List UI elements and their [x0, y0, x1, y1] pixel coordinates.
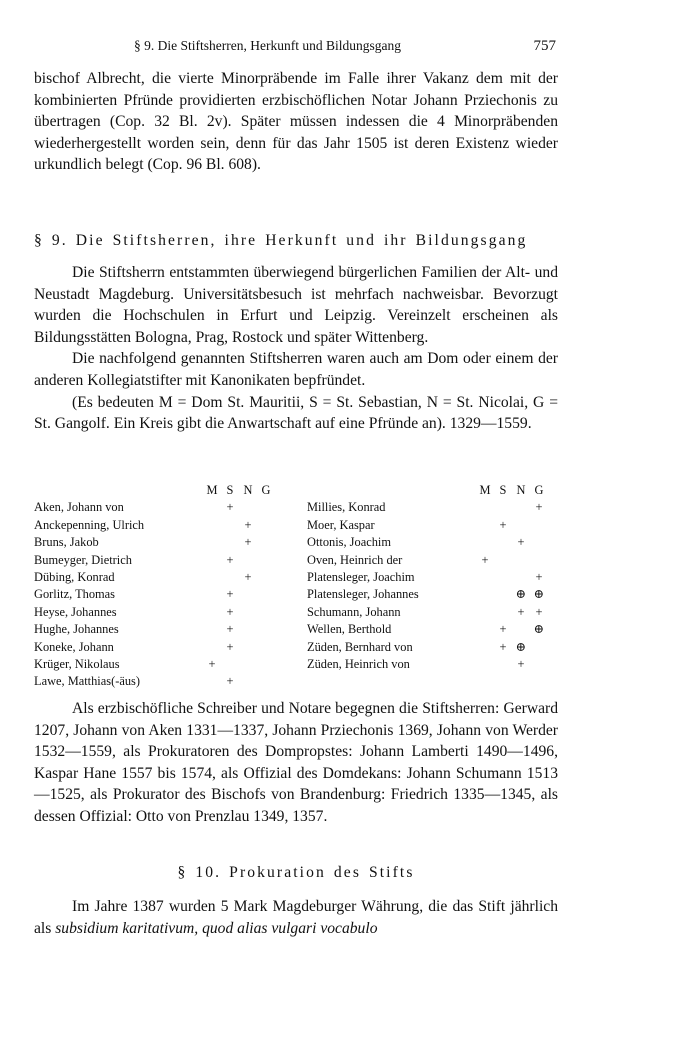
mark-s: + [226, 674, 234, 689]
section-9-heading: § 9. Die Stiftsherren, ihre Herkunft und ihr Bildungsgang [34, 232, 528, 249]
opening-paragraph-block [34, 68, 558, 176]
mark-s: + [226, 622, 234, 637]
canon-name: Koneke, Johann [34, 639, 114, 654]
paragraph-notaries: Als erzbischöfliche Schreiber und Notare begegnen die Stiftsherren: Gerward 1207, Johann von Aken 1331—1337, Johann Przіechonis 1369, Johann von Werder 1532—1559, als Prokuratoren des Dompropstes: Johann Lamberti 1490—1496, Kaspar Hane 1557 bis 1574, als Offizial des Domdekans: Johann Schumann 1513—1525, als Prokurator des Bischofs von Brandenburg: Friedrich 1335—1345, als dessen Offizial: Otto von Prenzlau 1349, 1357. [34, 700, 558, 825]
mark-n: + [517, 604, 525, 619]
canon-name: Bumeyger, Dietrich [34, 552, 132, 567]
paragraph-legend: (Es bedeuten M = Dom St. Mauritii, S = St. Sebastian, N = St. Nicolai, G = St. Gangolf. Ein Kreis gibt die Anwartschaft auf eine Pfründe an). 1329—1559. [34, 393, 558, 433]
canon-name: Platensleger, Joachim [307, 569, 415, 584]
canon-name: Wellen, Berthold [307, 622, 392, 637]
canon-name: Züden, Heinrich von [307, 656, 410, 671]
mark-s: + [226, 639, 234, 654]
mark-n: + [244, 569, 252, 584]
paragraph-continuation: bischof Albrecht, die vierte Minorpräbende im Falle ihrer Vakanz dem mit der kombinierten Pfründe providierten erzbischöflichen Notar Johann Przіechonis zu übertragen (Cop. 32 Bl. 2v). Später müssen indessen die 4 Minorpräbenden wiederhergestellt worden sein, denn für das Jahr 1505 ist deren Existenz wieder urkundlich belegt (Cop. 96 Bl. 608). [34, 70, 558, 174]
mark-n: + [517, 535, 525, 550]
canon-name: Züden, Bernhard von [307, 639, 413, 654]
mark-g: + [535, 569, 543, 584]
procuration-latin-text: subsidium karitativum, quod alias vulgari vocabulo [55, 919, 378, 937]
column-header-n: N [243, 483, 253, 497]
paragraph-procuration [34, 896, 558, 939]
mark-n: + [517, 656, 525, 671]
running-header [34, 38, 558, 58]
column-header-m: M [206, 483, 218, 497]
mark-s: + [499, 639, 507, 654]
canon-name: Ottonis, Joachim [307, 535, 391, 550]
mark-n: + [244, 517, 252, 532]
section-10-body [34, 896, 558, 939]
paragraph-canons: Die nachfolgend genannten Stiftsherren waren auch am Dom oder einem der anderen Kollegiatstifter mit Kanonikaten bepfründet. [34, 350, 558, 389]
mark-m: + [208, 656, 216, 671]
mark-s: + [499, 517, 507, 532]
mark-s: + [226, 604, 234, 619]
canon-name: Platensleger, Johannes [307, 587, 419, 602]
mark-m: + [481, 552, 489, 567]
column-header-g: G [261, 483, 271, 497]
mark-s: + [226, 587, 234, 602]
mark-g: + [535, 604, 543, 619]
mark-s: + [226, 500, 234, 515]
mark-n: ⊕ [515, 587, 527, 602]
procuration-text: Im Jahre 1387 wurden 5 Mark Magdeburger Währung, die das Stift jährlich als [34, 898, 558, 937]
mark-n: ⊕ [515, 639, 527, 654]
page-number: 757 [533, 38, 556, 54]
running-title: § 9. Die Stiftsherren, Herkunft und Bildungsgang [134, 38, 401, 53]
paragraph-origins: Die Stiftsherrn entstammten überwiegend bürgerlichen Familien der Alt- und Neustadt Magdeburg. Universitätsbesuch ist mehrfach nachweisbar. Bevorzugt wurden die Hochschulen in Erfurt und Leipzig. Vereinzelt erscheinen als Bildungsstätten Bologna, Prag, Rostock und später Wittenberg. [34, 264, 558, 346]
column-header-m: M [479, 483, 491, 497]
mark-s: + [226, 552, 234, 567]
column-header-s: S [499, 483, 507, 497]
section-9-body [34, 262, 558, 435]
mark-g: ⊕ [533, 587, 545, 602]
section-10-heading: § 10. Prokuration des Stifts [177, 864, 415, 881]
canon-name: Gorlitz, Thomas [34, 587, 115, 602]
canon-name: Krüger, Nikolaus [34, 656, 120, 671]
column-header-s: S [226, 483, 234, 497]
canon-name: Schumann, Johann [307, 604, 401, 619]
canon-name: Heyse, Johannes [34, 604, 117, 619]
canon-name: Hughe, Johannes [34, 622, 119, 637]
mark-g: + [535, 500, 543, 515]
canon-name: Lawe, Matthias(-äus) [34, 674, 140, 689]
column-header-n: N [516, 483, 526, 497]
canon-name: Millies, Konrad [307, 500, 386, 515]
mark-s: + [499, 622, 507, 637]
canon-name: Bruns, Jakob [34, 535, 99, 550]
mark-g: ⊕ [533, 622, 545, 637]
canon-name: Moer, Kaspar [307, 517, 375, 532]
canon-name: Aken, Johann von [34, 500, 124, 515]
mark-n: + [244, 535, 252, 550]
canon-name: Anckepenning, Ulrich [34, 517, 145, 532]
column-header-g: G [534, 483, 544, 497]
canon-name: Dübing, Konrad [34, 569, 115, 584]
notaries-paragraph-block [34, 698, 558, 828]
canon-name: Oven, Heinrich der [307, 552, 403, 567]
